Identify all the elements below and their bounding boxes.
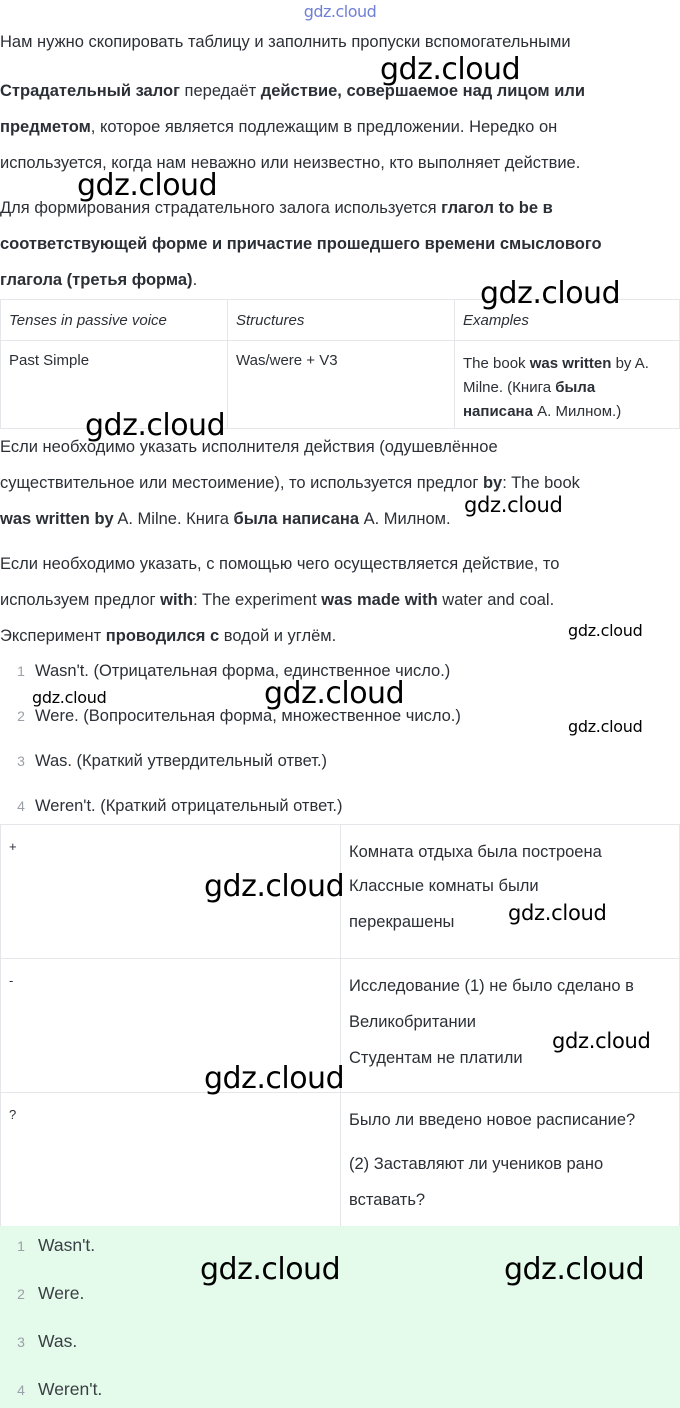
- list-item: 4 Weren't. (Краткий отрицательный ответ.): [17, 797, 343, 815]
- watermark-overlay: gdz.cloud: [204, 1061, 345, 1096]
- watermark-overlay: gdz.cloud: [568, 621, 643, 640]
- table-row: [1, 1093, 680, 1227]
- para4-line3: Эксперимент проводился с водой и углём.: [0, 627, 337, 645]
- header-structures: Structures: [228, 300, 455, 341]
- list-item: 2 Were. (Вопросительная форма, множественное число.): [17, 707, 461, 725]
- sign-question: ?: [1, 1093, 341, 1227]
- para2-line2: соответствующей форме и причастие прошедшего времени смыслового: [0, 235, 602, 253]
- cell-structure: Was/were + V3: [228, 341, 455, 429]
- para1-line1: Страдательный залог передаёт действие, совершаемое над лицом или: [0, 82, 585, 100]
- cell-tense: Past Simple: [1, 341, 228, 429]
- para1-line3: используется, когда нам неважно или неизвестно, кто выполняет действие.: [0, 154, 581, 172]
- watermark-overlay: gdz.cloud: [200, 1252, 341, 1287]
- watermark-overlay: gdz.cloud: [568, 717, 643, 736]
- intro-text: Нам нужно скопировать таблицу и заполнить пропуски вспомогательными: [0, 33, 571, 51]
- watermark-overlay: gdz.cloud: [32, 688, 107, 707]
- sign-plus: +: [1, 825, 341, 959]
- watermark-overlay: gdz.cloud: [77, 168, 218, 203]
- para3-line3: was written by A. Milne. Книга была написана А. Милном.: [0, 510, 451, 528]
- watermark-overlay: gdz.cloud: [552, 1029, 651, 1053]
- watermark-overlay: gdz.cloud: [464, 493, 563, 517]
- watermark-overlay: gdz.cloud: [85, 408, 226, 443]
- cell-example: The book was written by A. Milne. (Книга была написана А. Милном.): [455, 341, 680, 429]
- watermark-overlay: gdz.cloud: [380, 52, 521, 87]
- list-item: 4 Weren't.: [17, 1379, 103, 1399]
- cell-affirmative: Комната отдыха была построена Классные комнаты были перекрашены: [341, 825, 680, 959]
- para4-line1: Если необходимо указать, с помощью чего осуществляется действие, то: [0, 555, 560, 573]
- watermark-overlay: gdz.cloud: [204, 869, 345, 904]
- cell-negative: Исследование (1) не было сделано в Великобритании Студентам не платили: [341, 959, 680, 1093]
- site-watermark-top: gdz.cloud: [303, 2, 377, 21]
- header-examples: Examples: [455, 300, 680, 341]
- para1-line2: предметом, которое является подлежащим в предложении. Нередко он: [0, 118, 558, 136]
- header-tenses: Tenses in passive voice: [1, 300, 228, 341]
- sign-minus: -: [1, 959, 341, 1093]
- list-item: 3 Was. (Краткий утвердительный ответ.): [17, 752, 328, 770]
- list-item: 3 Was.: [17, 1331, 78, 1351]
- list-item: 2 Were.: [17, 1283, 85, 1303]
- list-item: 1 Wasn't. (Отрицательная форма, единственное число.): [17, 662, 451, 680]
- para4-line2: используем предлог with: The experiment was made with water and coal.: [0, 591, 555, 609]
- list-item: 1 Wasn't.: [17, 1235, 96, 1255]
- para3-line1: Если необходимо указать исполнителя действия (одушевлённое: [0, 438, 498, 456]
- para3-line2: существительное или местоимение), то используется предлог by: The book: [0, 474, 580, 492]
- para2-line1: Для формирования страдательного залога используется глагол to be в: [0, 199, 553, 217]
- watermark-overlay: gdz.cloud: [264, 676, 405, 711]
- cell-question: Было ли введено новое расписание? (2) Заставляют ли учеников рано вставать?: [341, 1093, 680, 1227]
- para2-line3: глагола (третья форма).: [0, 271, 198, 289]
- watermark-overlay: gdz.cloud: [480, 276, 621, 311]
- watermark-overlay: gdz.cloud: [508, 901, 607, 925]
- watermark-overlay: gdz.cloud: [504, 1252, 645, 1287]
